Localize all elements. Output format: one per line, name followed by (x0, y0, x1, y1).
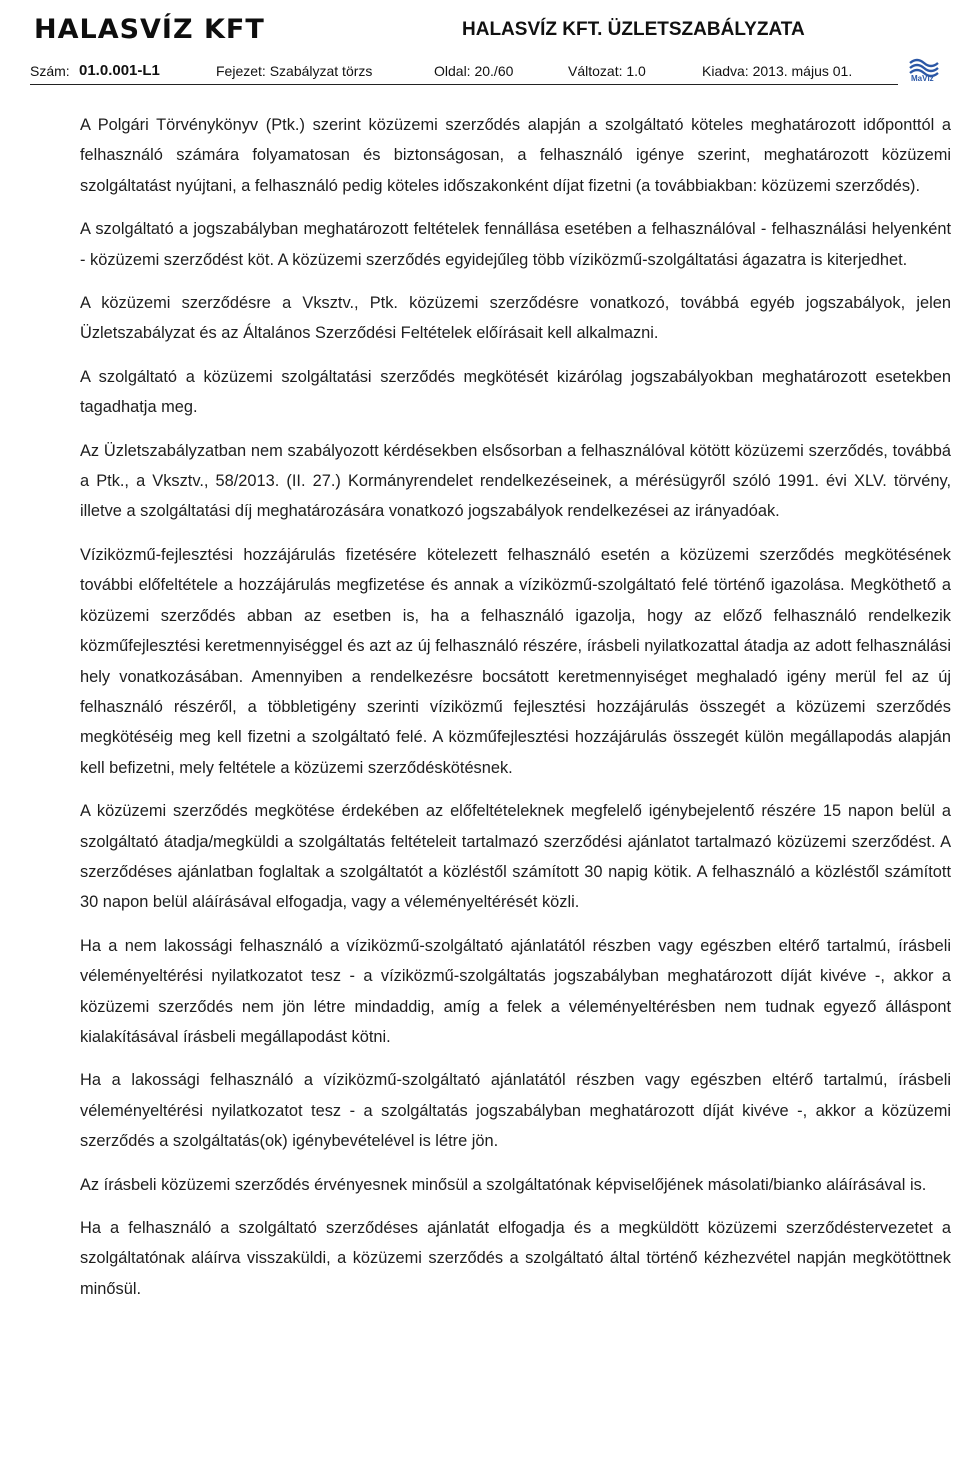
issue-date: Kiadva: 2013. május 01. (702, 63, 853, 79)
paragraph: Az Üzletszabályzatban nem szabályozott kérdésekben elsősorban a felhasználóval kötött közüzemi szerződés, továbbá a Ptk., a Vksztv., 58/2013. (II. 27.) Kormányrendelet rendelkezéseinek, a mérésügyről szóló 1991. évi XLV. törvény, illetve a szolgáltatási díj meghatározására vonatkozó jogszabályok rendelkezései az irányadóak. (80, 441, 951, 521)
paragraph: A szolgáltató a jogszabályban meghatározott feltételek fennállása esetében a felhasználóval - felhasználási helyenként - közüzemi szerződést köt. A közüzemi szerződés egyidejűleg több víziközmű-szolgáltatási ágazatra is kiterjedhet. (80, 220, 951, 269)
paragraph: Ha a felhasználó a szolgáltató szerződéses ajánlatát elfogadja és a megküldött közüzemi szerződéstervezetet a szolgáltatónak aláírva visszaküldi, a közüzemi szerződés a szolgáltató által történő kézhezvétel napján megkötöttnek minősül. (80, 1219, 951, 1298)
paragraph: Az írásbeli közüzemi szerződés érvényesnek minősül a szolgáltatónak képviselőjének másolati/bianko aláírásával is. (80, 1175, 927, 1194)
paragraph: A közüzemi szerződés megkötése érdekében az előfeltételeknek megfelelő igénybejelentő részére 15 napon belül a szolgáltató átadja/megküldi a szolgáltatás feltételeit tartalmazó szerződési ajánlatot tartalmazó közüzemi szerződést. A szerződéses ajánlatban foglaltak a szolgáltatót a közléstől számított 30 napig kötik. A felhasználó a közléstől számított 30 napon belül aláírásával elfogadja, vagy a véleményeltérését közli. (80, 802, 951, 912)
paragraph: Ha a nem lakossági felhasználó a víziközmű-szolgáltató ajánlatától részben vagy egészben eltérő tartalmú, írásbeli véleményeltérési nyilatkozatot tesz - a víziközmű-szolgáltatás jogszabályban meghatározott díját kivéve -, akkor a közüzemi szerződés nem jön létre mindaddig, amíg a felek a véleményeltérésben nem tudnak egyező álláspont kialakításával írásbeli megállapodást kötni. (80, 936, 951, 1046)
page-header (0, 0, 960, 90)
paragraph: A szolgáltató a közüzemi szolgáltatási szerződés megkötését kizárólag jogszabályokban meghatározott esetekben tagadhatja meg. (80, 367, 951, 417)
chapter-label: Fejezet: Szabályzat törzs (216, 63, 373, 79)
paragraph: A közüzemi szerződésre a Vksztv., Ptk. közüzemi szerződésre vonatkozó, továbbá egyéb jogszabályok, jelen Üzletszabályzat és az Általános Szerződési Feltételek előírásait kell alkalmazni. (80, 294, 951, 343)
paragraph: Ha a lakossági felhasználó a víziközmű-szolgáltató ajánlatától részben vagy egészben eltérő tartalmú, írásbeli véleményeltérési nyilatkozatot tesz - a szolgáltatás jogszabályban meghatározott díját kivéve -, akkor a közüzemi szerződés a szolgáltatás(ok) igénybevételével is létre jön. (80, 1071, 951, 1151)
paragraph: A Polgári Törvénykönyv (Ptk.) szerint közüzemi szerződés alapján a szolgáltató köteles meghatározott időponttól a felhasználó számára folyamatosan és biztonságosan, a felhasználó igénye szerint, meghatározott közüzemi szolgáltatást nyújtani, a felhasználó pedig köteles időszakonként díjat fizetni (a továbbiakban: közüzemi szerződés). (80, 116, 951, 195)
version-label: Változat: 1.0 (568, 63, 646, 79)
paragraph: Víziközmű-fejlesztési hozzájárulás fizetésére kötelezett felhasználó esetén a közüzemi szerződés megkötésének további előfeltétele a hozzájárulás megfizetése és annak a víziközmű-szolgáltató felé történő igazolása. Megköthető a közüzemi szerződés abban az esetben is, ha a felhasználó igazolja, hogy az előző felhasználó rendelkezik közműfejlesztési keretmennyiséggel és azt az új felhasználó részére, írásbeli nyilatkozattal átadja az adott felhasználási hely vonatkozásában. Amennyiben a rendelkezésre bocsátott keretmennyiséget meghaladó igény merül fel az új felhasználó részéről, a többletigény szerinti víziközmű fejlesztési hozzájárulás összegét a közüzemi szerződés megkötéséig meg kell fizetni a szolgáltató felé. A közműfejlesztési hozzájárulás összegét külön megállapodás alapján kell befizetni, mely feltétele a közüzemi szerződéskötésnek. (80, 545, 951, 777)
logo-text: MaVíz (911, 74, 934, 83)
number-label: Szám: (30, 63, 70, 79)
header-divider (30, 84, 898, 85)
document-meta-row (30, 63, 900, 83)
company-brand: HALASVÍZ KFT (34, 14, 265, 45)
document-body (80, 110, 951, 1317)
page-number: Oldal: 20./60 (434, 63, 514, 79)
document-title: HALASVÍZ KFT. ÜZLETSZABÁLYZATA (462, 19, 805, 40)
document-number: 01.0.001-L1 (79, 62, 160, 79)
